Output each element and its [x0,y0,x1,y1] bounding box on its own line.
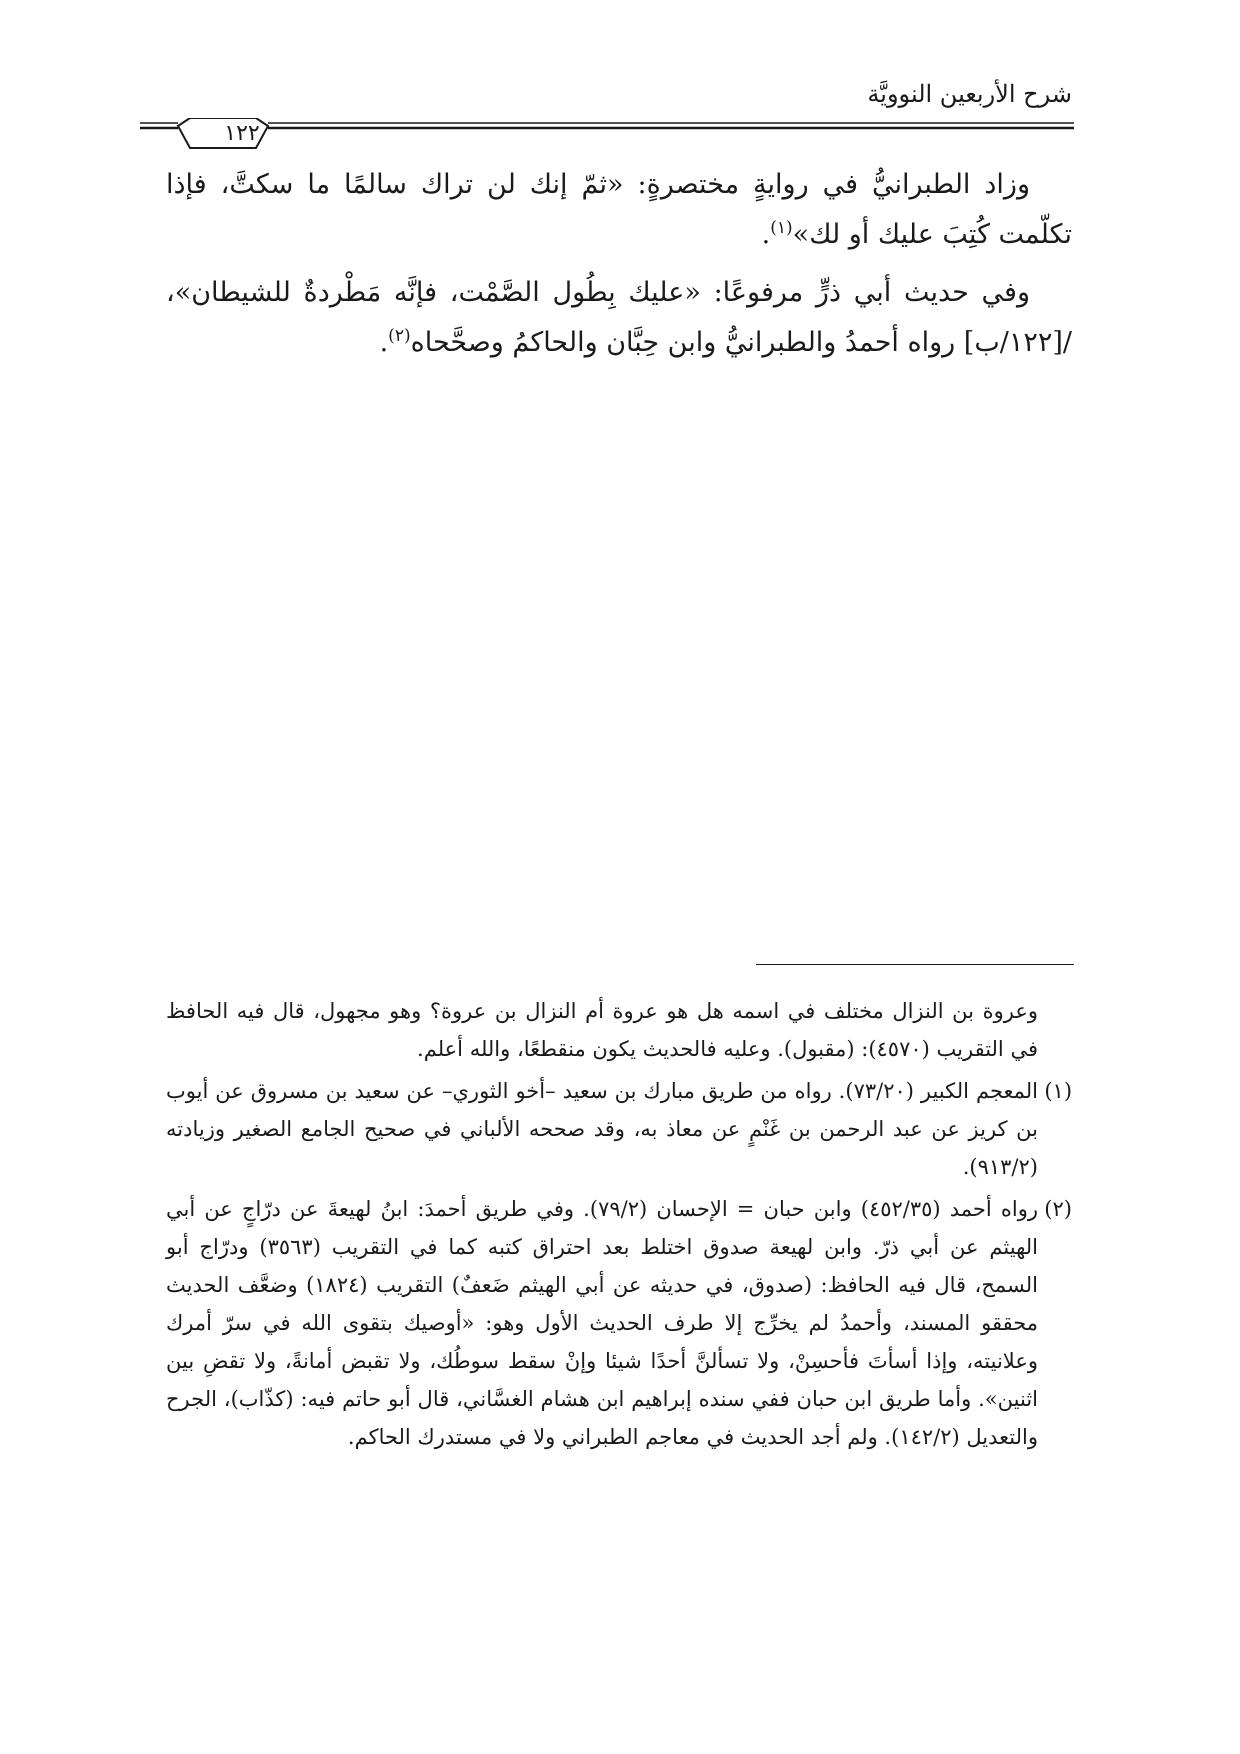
footnote-text: المعجم الكبير (٧٣/٢٠). رواه من طريق مبارك بن سعيد –أخو الثوري– عن سعيد بن مسروق عن أيوب بن كريز عن عبد الرحمن بن غَنْمٍ عن معاذ به، وقد صححه الألباني في صحيح الجامع الصغير وزيادته (٩١٣/٢). [166,1079,1039,1179]
footnote-number: (١) [1044,1079,1073,1103]
paragraph-tail: . [379,327,389,358]
footnote-separator [756,964,1074,965]
main-text [166,160,1072,376]
footnote-number: (٢) [1044,1197,1072,1221]
paragraph [166,268,1072,368]
paragraph-text: وزاد الطبرانيُّ في روايةٍ مختصرةٍ: «ثمّ إنك لن تراك سالمًا ما سكتَّ، فإذا تكلّمت كُتِبَ عليك أو لك» [166,169,1072,250]
paragraph [166,160,1072,260]
paragraph-tail: . [761,219,771,250]
footnote-text: رواه أحمد (٤٥٢/٣٥) وابن حبان = الإحسان (٧٩/٢). وفي طريق أحمدَ: ابنُ لهيعةَ عن درّاجٍ عن أبي الهيثم عن أبي ذرّ. وابن لهيعة صدوق اختلط بعد احتراق كتبه كما في التقريب (٣٥٦٣) ودرّاج أبو السمح، قال فيه الحافظ: (صدوق، في حديثه عن أبي الهيثم ضَعفٌ) التقريب (١٨٢٤) وضعَّف الحديث محققو المسند، وأحمدُ لم يخرِّج إلا طرف الحديث الأول وهو: «أوصيك بتقوى الله في سرّ أمرك وعلانيته، وإذا أسأتَ فأحسِنْ، ولا تسألنَّ أحدًا شيئا وإنْ سقط سوطُك، ولا تقبض أمانةً، ولا تقضِ بين اثنين». وأما طريق ابن حبان ففي سنده إبراهيم ابن هشام الغسَّاني، قال أبو حاتم فيه: (كذّاب)، الجرح والتعديل (١٤٢/٢). ولم أجد الحديث في معاجم الطبراني ولا في مستدرك الحاكم. [166,1197,1038,1449]
footnotes [166,992,1072,1460]
footnote-reference[interactable]: (١) [770,218,793,238]
running-title: شرح الأربعين النوويَّة [867,80,1072,108]
footnote-item [166,1072,1072,1186]
footnote-item [166,1190,1072,1456]
footnote-continued: وعروة بن النزال مختلف في اسمه هل هو عروة أم النزال بن عروة؟ وهو مجهول، قال فيه الحافظ في التقريب (٤٥٧٠): (مقبول). وعليه فالحديث يكون منقطعًا، والله أعلم. [166,999,1038,1061]
page-number: ١٢٢ [224,121,260,146]
footnote-reference[interactable]: (٢) [388,326,411,346]
paragraph-text: وفي حديث أبي ذرٍّ مرفوعًا: «عليك بِطُول الصَّمْت، فإنَّه مَطْردةٌ للشيطان»، /[١٢٢/ب] رواه أحمدُ والطبرانيُّ وابن حِبَّان والحاكمُ وصحَّحاه [166,277,1072,358]
